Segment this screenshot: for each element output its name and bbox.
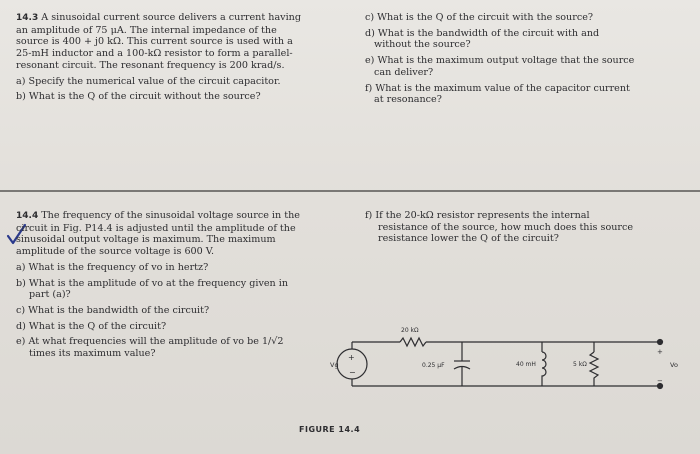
output-label: Vo [670,361,678,369]
problem-14-3-part-c: c) What is the Q of the circuit with the source? [365,12,594,23]
circuit-figure-14-4 [330,318,690,398]
problem-14-3-number: 14.3 [16,13,39,23]
inductor-symbol [542,352,546,386]
problem-14-3-stem-column [16,12,301,107]
source-plus-sign: + [348,353,355,362]
problem-14-4-part-f: f) If the 20-kΩ resistor represents the internal resistance of the source, how much does this source resistance lower the Q of the circuit? [365,210,634,245]
source-label: Vg [330,361,339,369]
parallel-resistor-label: 5 kΩ [573,361,587,368]
output-terminal-top [658,340,663,345]
section-divider [0,190,700,192]
problem-14-4-part-f-column [365,210,635,249]
parallel-resistor-symbol [590,352,598,386]
problem-14-3-part-b: b) What is the Q of the circuit without the source? [16,91,261,103]
problem-14-4-part-c: c) What is the bandwidth of the circuit? [16,304,210,316]
source-minus-sign: − [349,368,356,377]
problem-14-3-part-d: d) What is the bandwidth of the circuit with and without the source? [365,27,600,51]
problem-14-4-stem [16,210,301,258]
series-resistor-label: 20 kΩ [401,327,419,334]
output-minus-sign: − [657,377,663,385]
problem-14-4-text: The frequency of the sinusoidal voltage source in the circuit in Fig. P14.4 is adjusted until the amplitude of the sinusoidal output voltage is maximum. The maximum amplitude of the source voltage is 600 V. [16,210,300,258]
series-resistor-symbol [400,338,426,346]
capacitor-label: 0.25 μF [422,362,445,369]
problem-14-3-parts-column [365,12,635,110]
problem-14-3-text: A sinusoidal current source delivers a current having an amplitude of 75 μA. The internal impedance of the source is 400 + j0 kΩ. This current source is used with a 25-mH inductor and a 100-kΩ resistor to form a parallel-resonant circuit. The resonant frequency is 200 krad/s. [16,12,301,71]
problem-14-4-part-d: d) What is the Q of the circuit? [16,320,167,332]
problem-14-3-part-f: f) What is the maximum value of the capacitor current at resonance? [365,82,630,106]
problem-14-4-part-a: a) What is the frequency of vo in hertz? [16,261,209,273]
problem-14-4-part-e: e) At what frequencies will the amplitude of vo be 1/√2 times its maximum value? [16,336,284,360]
problem-14-4-part-b: b) What is the amplitude of vo at the frequency given in part (a)? [16,277,289,301]
problem-14-4-number: 14.4 [16,211,39,221]
problem-14-3-stem [16,12,301,72]
problem-14-3-part-a: a) Specify the numerical value of the circuit capacitor. [16,75,281,87]
output-plus-sign: + [657,348,663,356]
inductor-label: 40 mH [516,361,536,368]
problem-14-4-column [16,210,301,364]
figure-caption: FIGURE 14.4 [299,425,361,434]
problem-14-3-part-e: e) What is the maximum output voltage that the source can deliver? [365,55,635,78]
